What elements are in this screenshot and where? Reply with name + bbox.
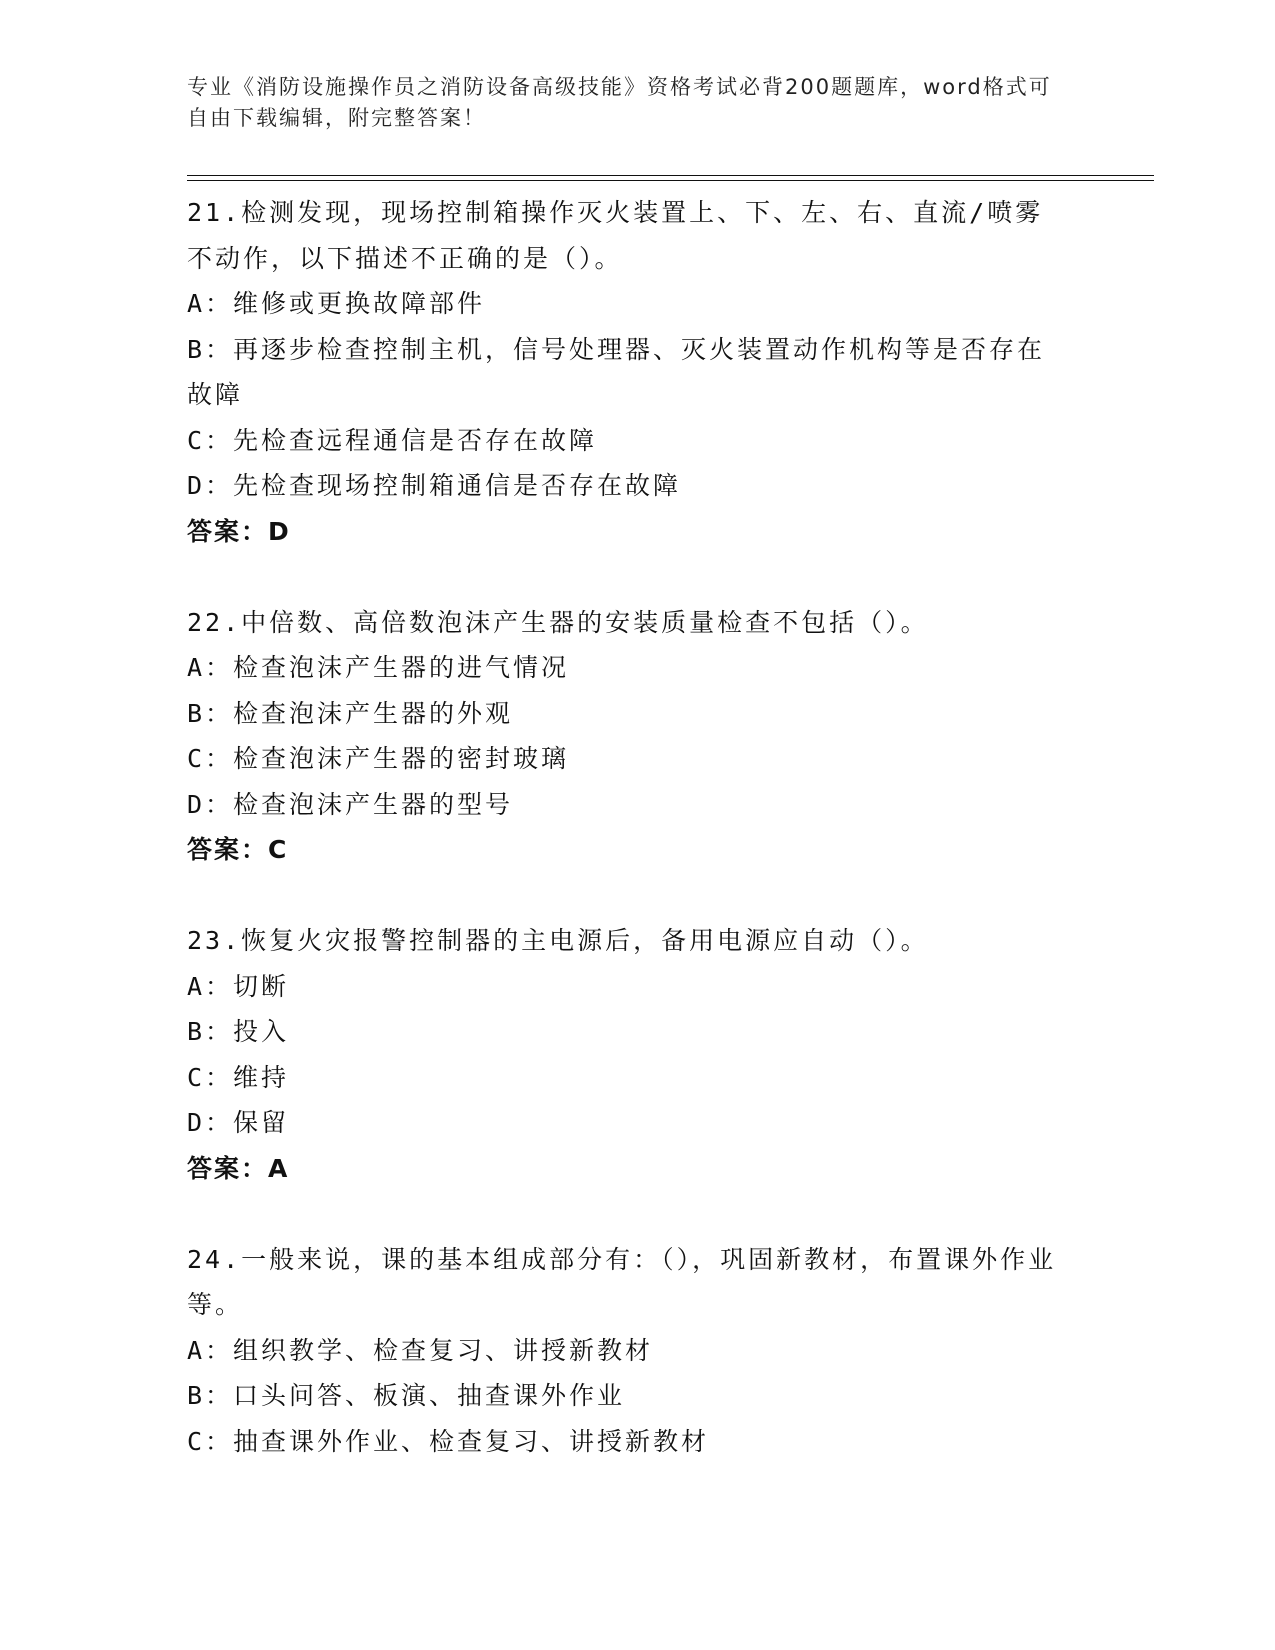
question-22 <box>187 600 1067 873</box>
option-b: B：投入 <box>187 1017 290 1046</box>
option-a: A：切断 <box>187 971 290 1001</box>
question-stem: 23.恢复火灾报警控制器的主电源后，备用电源应自动（）。 <box>187 926 929 955</box>
option-c: C：检查泡沫产生器的密封玻璃 <box>187 744 570 773</box>
question-21 <box>187 190 1067 554</box>
question-24 <box>187 1237 1067 1465</box>
header-rule-bottom <box>187 180 1154 181</box>
option-a: A：维修或更换故障部件 <box>187 289 486 318</box>
question-23 <box>187 918 1067 1191</box>
header-rule-top <box>187 175 1154 176</box>
option-d: D：检查泡沫产生器的型号 <box>187 789 514 819</box>
option-d: D：先检查现场控制箱通信是否存在故障 <box>187 471 682 500</box>
option-b: B：检查泡沫产生器的外观 <box>187 698 514 728</box>
option-b: B：再逐步检查控制主机，信号处理器、灭火装置动作机构等是否存在故障 <box>187 334 1046 409</box>
question-stem: 22.中倍数、高倍数泡沫产生器的安装质量检查不包括（）。 <box>187 607 929 637</box>
document-intro: 专业《消防设施操作员之消防设备高级技能》资格考试必背200题题库，word格式可自由下载编辑，附完整答案！ <box>187 75 1052 130</box>
option-c: C：抽查课外作业、检查复习、讲授新教材 <box>187 1426 710 1456</box>
answer-label: 答案：D <box>187 516 291 546</box>
answer-label: 答案：C <box>187 835 289 864</box>
option-d: D：保留 <box>187 1108 290 1137</box>
option-c: C：维持 <box>187 1062 290 1092</box>
option-a: A：组织教学、检查复习、讲授新教材 <box>187 1335 654 1365</box>
question-stem: 21.检测发现，现场控制箱操作灭火装置上、下、左、右、直流/喷雾不动作，以下描述不正确的是（）。 <box>187 198 1044 273</box>
option-c: C：先检查远程通信是否存在故障 <box>187 425 598 455</box>
option-a: A：检查泡沫产生器的进气情况 <box>187 653 570 682</box>
question-stem: 24.一般来说，课的基本组成部分有：（），巩固新教材，布置课外作业等。 <box>187 1244 1057 1319</box>
answer-label: 答案：A <box>187 1153 290 1183</box>
option-b: B：口头问答、板演、抽查课外作业 <box>187 1381 626 1410</box>
question-list <box>187 190 1067 1510</box>
